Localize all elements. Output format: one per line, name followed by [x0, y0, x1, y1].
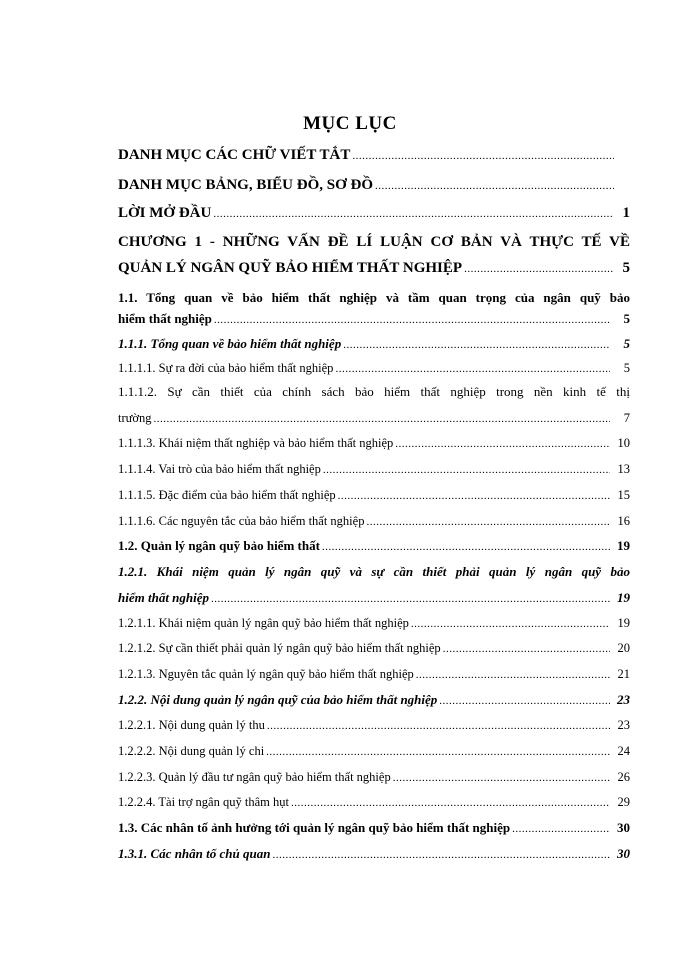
toc-entry-page: 19: [617, 538, 630, 553]
toc-entry-text: DANH MỤC BẢNG, BIỂU ĐỒ, SƠ ĐỒ: [118, 177, 374, 193]
toc-entry-text: 1.3. Các nhân tố ảnh hưởng tới quản lý ngân quỹ bảo hiểm thất nghiệp: [118, 820, 511, 835]
toc-entry-text: 1.2.2.4. Tài trợ ngân quỹ thâm hụt: [118, 795, 289, 809]
toc-entry-text: 1.2.1.2. Sự cần thiết phải quản lý ngân quỹ bảo hiểm thất nghiệp: [118, 641, 441, 655]
toc-entry-page: 15: [617, 488, 630, 502]
toc-entry-page: 5: [623, 311, 630, 326]
toc-entry-page: 5: [623, 336, 630, 351]
toc-entry[interactable]: [118, 334, 630, 354]
leader-dots: [335, 359, 610, 379]
toc-entry-page: 5: [623, 361, 630, 375]
toc-entry[interactable]: [118, 767, 630, 787]
leader-dots: [393, 768, 610, 788]
toc-entry[interactable]: [118, 459, 630, 479]
toc-entry-text: hiểm thất nghiệp: [118, 590, 210, 605]
toc-entry-text: 1.1.1.3. Khái niệm thất nghiệp và bảo hiểm thất nghiệp: [118, 436, 394, 450]
leader-dots: [291, 793, 610, 813]
leader-dots: [439, 691, 610, 711]
toc-entry-text: 1.2.2.2. Nội dung quản lý chi: [118, 744, 265, 758]
leader-dots: [464, 259, 614, 279]
toc-entry-text: 1.2. Quản lý ngân quỹ bảo hiểm thất: [118, 538, 320, 553]
leader-dots: [323, 460, 610, 480]
toc-entry[interactable]: [118, 175, 630, 195]
leader-dots: [213, 204, 614, 224]
toc-entry-text: 1.1.1.6. Các nguyên tắc của bảo hiểm thất nghiệp: [118, 514, 365, 528]
leader-dots: [267, 716, 610, 736]
toc-entry[interactable]: [118, 638, 630, 658]
toc-entry-line1[interactable]: 1.2.1. Khái niệm quản lý ngân quỹ và sự cần thiết phải quản lý ngân quỹ bảo: [118, 564, 630, 579]
leader-dots: [272, 845, 610, 865]
toc-entry[interactable]: [118, 844, 630, 864]
leader-dots: [375, 176, 614, 196]
toc-entry-page: 20: [617, 641, 630, 655]
toc-entry-page: 23: [617, 718, 630, 732]
toc-entry[interactable]: [118, 203, 630, 223]
toc-entry-page: 10: [617, 436, 630, 450]
toc-entry-page: 29: [617, 795, 630, 809]
toc-entry-text: 1.1.1.4. Vai trò của bảo hiểm thất nghiệp: [118, 462, 321, 476]
toc-entry[interactable]: [118, 258, 630, 278]
leader-dots: [338, 486, 610, 506]
toc-entry-text: 1.2.2. Nội dung quản lý ngân quỹ của bảo hiểm thất nghiệp: [118, 692, 438, 707]
toc-entry-text: DANH MỤC CÁC CHỮ VIẾT TẮT: [118, 147, 351, 163]
leader-dots: [443, 639, 610, 659]
leader-dots: [211, 589, 610, 609]
toc-entry-text: 1.3.1. Các nhân tố chủ quan: [118, 846, 271, 861]
toc-entry-line1[interactable]: 1.1.1.2. Sự cần thiết của chính sách bảo hiểm thất nghiệp trong nền kinh tế thị: [118, 384, 630, 399]
toc-entry-text: hiểm thất nghiệp: [118, 311, 212, 326]
toc-entry[interactable]: [118, 588, 630, 608]
toc-entry-page: 30: [617, 820, 630, 835]
toc-entry-text: 1.2.1.3. Nguyên tắc quản lý ngân quỹ bảo hiểm thất nghiệp: [118, 667, 414, 681]
leader-dots: [512, 819, 610, 839]
leader-dots: [352, 146, 614, 166]
toc-entry-text: 1.1.1. Tổng quan về bảo hiểm thất nghiệp: [118, 336, 342, 351]
toc-entry[interactable]: [118, 715, 630, 735]
toc-entry[interactable]: [118, 741, 630, 761]
toc-entry-page: 16: [617, 514, 630, 528]
toc-entry[interactable]: [118, 536, 630, 556]
toc-entry-text: 1.2.2.3. Quản lý đầu tư ngân quỹ bảo hiểm thất nghiệp: [118, 770, 391, 784]
toc-entry-page: 1: [622, 205, 630, 221]
leader-dots: [395, 434, 610, 454]
toc-entry-text: LỜI MỞ ĐẦU: [118, 205, 212, 221]
toc-entry-page: 26: [617, 770, 630, 784]
toc-entry-page: 5: [622, 260, 630, 276]
toc-entry-line1[interactable]: 1.1. Tổng quan về bảo hiểm thất nghiệp và tầm quan trọng của ngân quỹ bảo: [118, 290, 630, 305]
toc-entry-text: 1.2.1.1. Khái niệm quản lý ngân quỹ bảo hiểm thất nghiệp: [118, 616, 409, 630]
leader-dots: [214, 310, 610, 330]
toc-entry-text: 1.1.1.1. Sự ra đời của bảo hiểm thất nghiệp: [118, 361, 334, 375]
toc-entry-page: 30: [617, 846, 630, 861]
page-title: MỤC LỤC: [303, 113, 397, 134]
toc-entry[interactable]: [118, 690, 630, 710]
leader-dots: [154, 409, 610, 429]
toc-entry[interactable]: [118, 511, 630, 531]
toc-entry-line1[interactable]: CHƯƠNG 1 - NHỮNG VẤN ĐỀ LÍ LUẬN CƠ BẢN VÀ THỰC TẾ VỀ: [118, 234, 630, 250]
toc-entry[interactable]: [118, 664, 630, 684]
toc-entry-text: 1.2.2.1. Nội dung quản lý thu: [118, 718, 265, 732]
toc-entry[interactable]: [118, 145, 630, 165]
toc-entry[interactable]: [118, 358, 630, 378]
toc-entry-text: QUẢN LÝ NGÂN QUỸ BẢO HIỂM THẤT NGHIỆP: [118, 260, 463, 276]
toc-entry-page: 13: [617, 462, 630, 476]
leader-dots: [322, 537, 610, 557]
toc-entry-page: 19: [617, 616, 630, 630]
toc-entry[interactable]: [118, 818, 630, 838]
toc-entry-text: trường: [118, 411, 152, 425]
toc-entry[interactable]: [118, 613, 630, 633]
toc-entry[interactable]: [118, 485, 630, 505]
leader-dots: [366, 512, 610, 532]
toc-entry[interactable]: [118, 309, 630, 329]
leader-dots: [343, 335, 610, 355]
toc-entry[interactable]: [118, 792, 630, 812]
toc-entry[interactable]: [118, 433, 630, 453]
toc-entry[interactable]: [118, 408, 630, 428]
leader-dots: [416, 665, 610, 685]
toc-entry-page: 7: [623, 411, 630, 425]
toc-entry-page: 19: [617, 590, 630, 605]
leader-dots: [411, 614, 610, 634]
leader-dots: [266, 742, 610, 762]
toc-entry-page: 23: [617, 692, 630, 707]
toc-entry-page: 24: [617, 744, 630, 758]
toc-entry-text: 1.1.1.5. Đặc điểm của bảo hiểm thất nghiệp: [118, 488, 336, 502]
toc-entry-page: 21: [617, 667, 630, 681]
